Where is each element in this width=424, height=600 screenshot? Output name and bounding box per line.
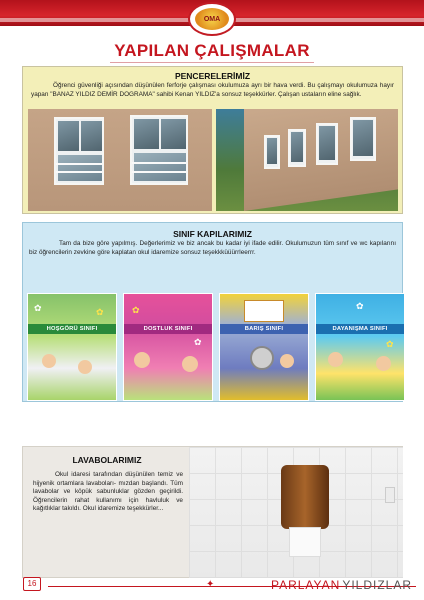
school-logo [188,2,236,36]
section-title: LAVABOLARIMIZ [72,455,142,465]
section-text: Öğrenci güvenliği açısından düşünülen ferforje çalışması okulumuza ayrı bir hava verdi. Bu çalışmayı okulumuza hayır yapan "BANAZ YILDIZ DEMİR DOGRAMA" sahibi Kenan YILDIZ'a sonsuz teşekkürler. Çalışan ustaların eline sağlık. [31,82,394,98]
door-label: HOŞGÖRÜ SINIFI [28,324,116,334]
logo-emblem: OMA [195,8,229,30]
section-text: Tam da bize göre yapılmış. Değerlerimiz ve biz ancak bu kadar iyi ifade edilir. Okulumuzun tüm sınıf ve wc kapılarını biz öğrencilerin zevkine göre kaplatan okul idaremize sonsuz teşekkküüürrleerrr. [29,240,396,256]
door-photo: DOSTLUK SINIFI ✿ ✿ [123,293,213,401]
door-photo [219,293,309,401]
title-underline [110,62,314,63]
section-doors [22,222,403,402]
section-title: SINIF KAPILARIMIZ [173,229,252,239]
page-number: 16 [23,577,41,591]
section-title: PENCERELERİMİZ [174,71,251,81]
door-label: DOSTLUK SINIFI [124,324,212,334]
building-photo-right [216,109,398,211]
building-photo-left [28,109,212,211]
door-label: DAYANIŞMA SINIFI [316,324,404,334]
sink-photo [189,447,403,578]
star-icon: ✦ [206,579,215,590]
section-windows [22,66,403,214]
section-text: Okul idaresi tarafından düşünülen temiz ve hijyenik ortamlara lavaboları- mızdan başlandı. Tüm lavabolar ve köpük sabunluklar gözden geçirildi. Öğrencilerin rahat kullanımı için havluluk ve kağıtlıklar takıldı. Okul idaremize teşekkürler... [33,471,183,513]
door-photo: DAYANIŞMA SINIFI ✿ ✿ [315,293,405,401]
page-title: YAPILAN ÇALIŞMALAR [114,41,310,60]
footer-brand: PARLAYAN YILDIZLAR [270,578,412,592]
door-label: BARIŞ SINIFI [220,324,308,334]
door-photo: HOŞGÖRÜ SINIFI ✿ ✿ [27,293,117,401]
section-sinks [22,446,403,578]
